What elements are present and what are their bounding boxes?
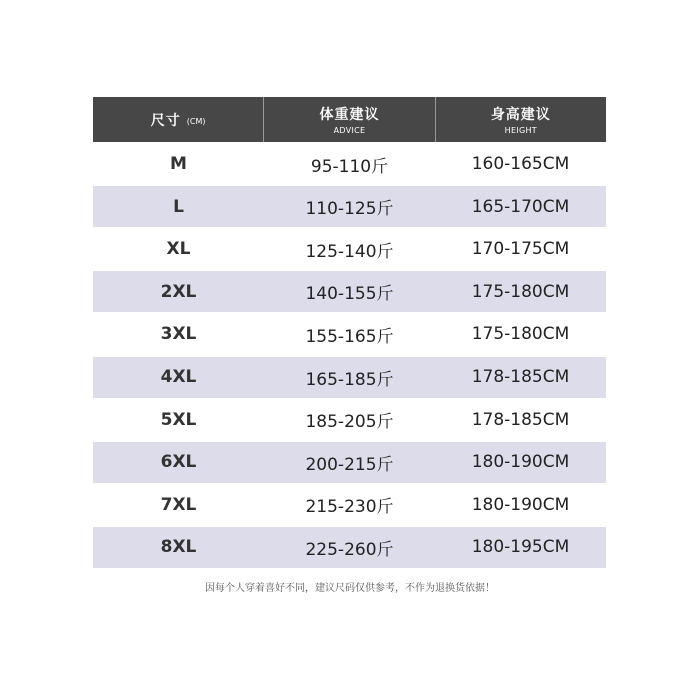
weight-cell: 95-110斤 [310, 156, 389, 177]
height-cell: 180-190CM [471, 494, 570, 515]
table-row [93, 357, 606, 398]
table-row [93, 527, 606, 568]
disclaimer-footnote: 因每个人穿着喜好不同，建议尺码仅供参考，不作为退换货依据！ [205, 583, 495, 594]
height-cell: 160-165CM [471, 154, 570, 175]
weight-cell: 125-140斤 [305, 241, 394, 262]
table-row [93, 484, 606, 525]
table-row [93, 442, 606, 483]
size-cell: 6XL [160, 452, 197, 473]
weight-cell: 155-165斤 [305, 326, 394, 347]
header-weight [263, 97, 434, 142]
table-row [93, 144, 606, 185]
size-cell: M [170, 154, 187, 175]
header-weight-sub: ADVICE [333, 126, 366, 135]
size-cell: 7XL [160, 494, 197, 515]
size-chart-table [93, 97, 606, 568]
size-cell: 4XL [160, 367, 197, 388]
header-size-unit: (CM) [186, 116, 206, 126]
header-height-label: 身高建议 [490, 107, 551, 123]
header-size-label: 尺寸 [150, 112, 181, 129]
height-cell: 180-195CM [471, 537, 570, 558]
size-cell: 3XL [160, 324, 197, 345]
weight-cell: 140-155斤 [305, 284, 394, 305]
table-row [93, 229, 606, 270]
size-cell: 5XL [160, 409, 197, 430]
table-header [93, 97, 606, 142]
table-row [93, 314, 606, 355]
size-cell: XL [166, 239, 191, 260]
table-row [93, 186, 606, 227]
header-height-sub: HEIGHT [504, 126, 537, 135]
weight-cell: 110-125斤 [305, 199, 394, 220]
header-weight-label: 体重建议 [319, 107, 380, 123]
size-cell: L [173, 196, 184, 217]
weight-cell: 225-260斤 [305, 539, 394, 560]
header-height [435, 97, 606, 142]
weight-cell: 185-205斤 [305, 412, 394, 433]
height-cell: 178-185CM [471, 409, 570, 430]
height-cell: 175-180CM [471, 324, 570, 345]
height-cell: 170-175CM [471, 239, 570, 260]
height-cell: 165-170CM [471, 196, 570, 217]
height-cell: 180-190CM [471, 452, 570, 473]
header-size [93, 97, 263, 142]
weight-cell: 165-185斤 [305, 369, 394, 390]
height-cell: 175-180CM [471, 281, 570, 302]
weight-cell: 215-230斤 [305, 497, 394, 518]
size-cell: 2XL [160, 281, 197, 302]
weight-cell: 200-215斤 [305, 454, 394, 475]
table-row [93, 399, 606, 440]
table-row [93, 271, 606, 312]
size-cell: 8XL [160, 537, 197, 558]
height-cell: 178-185CM [471, 367, 570, 388]
